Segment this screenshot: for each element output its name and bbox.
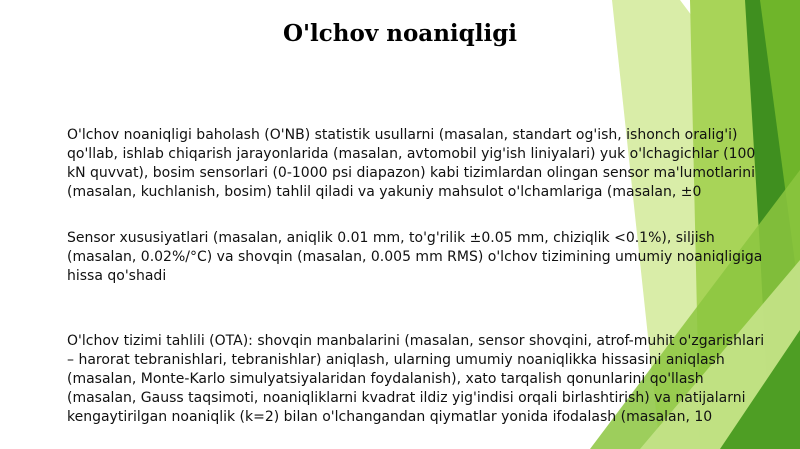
paragraph-sensor-characteristics: Sensor xususiyatlari (masalan, aniqlik 0.01 mm, to'g'rilik ±0.05 mm, chiziqlik <0.1%), siljish (masalan, 0.02%/°C) va shovqin (masalan, 0.005 mm RMS) o'lchov tizimining umumiy noaniqligiga hissa qo'shadi	[67, 230, 763, 284]
paragraph-uncertainty-assessment: O'lchov noaniqligi baholash (O'NB) statistik usullarni (masalan, standart og'ish, ishonch oralig'i) qo'llab, ishlab chiqarish jarayonlarida (masalan, avtomobil yig'ish liniyalari) yuk o'lchagichlar (100 kN quvvat), bosim sensorlari (0-1000 psi diapazon) kabi tizimlardan olingan sensor ma'lumotlarini (masalan, kuchlanish, bosim) tahlil qiladi va yakuniy mahsulot o'lchamlariga (masalan, ±0	[67, 127, 756, 200]
paragraph-measurement-system-analysis: O'lchov tizimi tahlili (OTA): shovqin manbalarini (masalan, sensor shovqini, atrof-muhit o'zgarishlari – harorat tebranishlari, tebranishlar) aniqlash, ularning umumiy noaniqlikka hissasini aniqlash (masalan, Monte-Karlo simulyatsiyalaridan foydalanish), xato tarqalish qonunlarini qo'llash (masalan, Gauss taqsimoti, noaniqliklarni kvadrat ildiz yig'indisi orqali birlashtirish) va natijalarni kengaytirilgan noaniqlik (k=2) bilan o'lchangandan qiymatlar yonida ifodalash (masalan, 10	[67, 333, 765, 425]
slide-title: O'lchov noaniqligi	[282, 20, 518, 47]
